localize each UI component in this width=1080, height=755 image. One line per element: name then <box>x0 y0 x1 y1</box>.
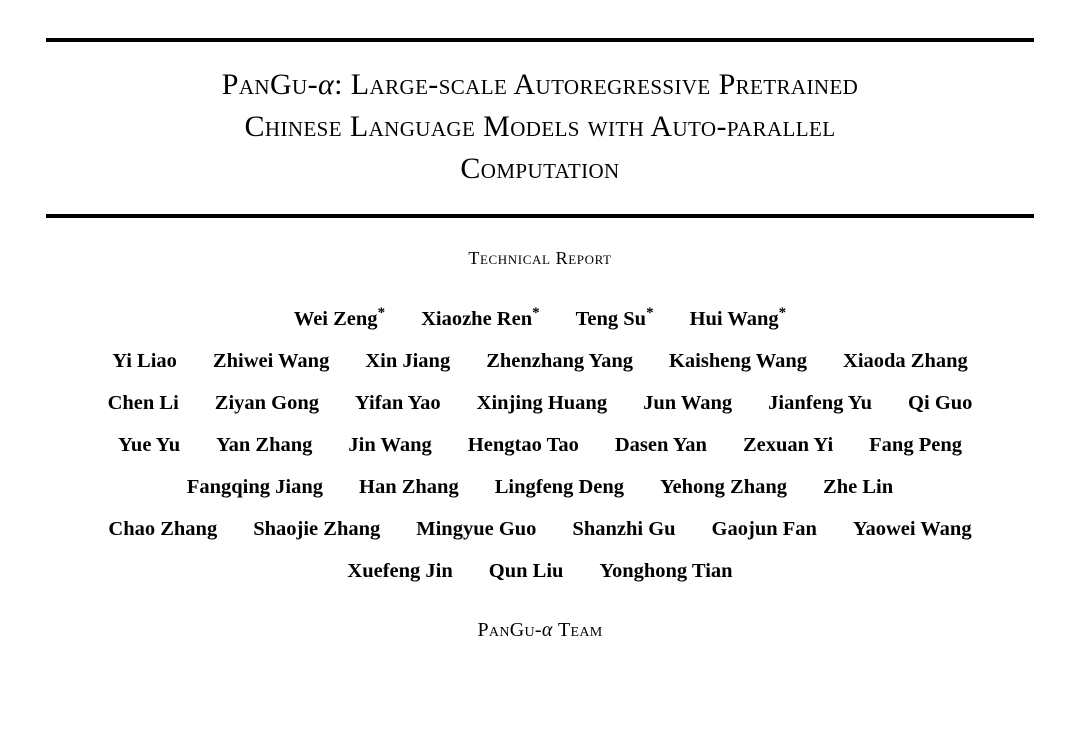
team-byline: PanGu-α Team <box>477 619 603 641</box>
author-name-text: Chao Zhang <box>108 518 218 540</box>
author-name-text: Xin Jiang <box>365 350 451 372</box>
author-name-text: Zhe Lin <box>823 476 894 498</box>
author-name <box>651 347 825 375</box>
title-line-1-text: PanGu-α: Large-scale Autoregressive Pretrained <box>221 68 859 101</box>
author-name <box>890 389 990 417</box>
author-name <box>341 473 477 501</box>
alpha-glyph: α <box>318 68 335 101</box>
title-line-3-text: Computation <box>460 152 620 185</box>
author-name <box>347 347 468 375</box>
author-name-text: Shanzhi Gu <box>572 518 676 540</box>
title-line-2 <box>76 106 1004 148</box>
author-list <box>46 305 1034 585</box>
author-name <box>835 515 990 543</box>
author-name <box>90 389 197 417</box>
author-name <box>94 347 195 375</box>
title-line-3 <box>76 148 1004 190</box>
author-name-text: Yue Yu <box>118 434 181 456</box>
author-affiliation-marker: * <box>377 305 386 322</box>
author-affiliation-marker: * <box>532 305 540 322</box>
author-name-text: Yehong Zhang <box>660 476 788 498</box>
author-name-text: Yaowei Wang <box>852 518 972 540</box>
author-name <box>100 431 198 459</box>
author-name <box>725 431 851 459</box>
author-name <box>805 473 911 501</box>
author-name-text: Mingyue Guo <box>416 518 537 540</box>
author-name-text: Jin Wang <box>348 434 432 456</box>
author-name <box>235 515 398 543</box>
author-name <box>625 389 750 417</box>
author-row <box>46 305 1034 333</box>
author-name-text: Zhenzhang Yang <box>486 350 633 372</box>
author-name <box>477 473 642 501</box>
author-name <box>581 557 750 585</box>
author-name-text: Wei Zeng <box>293 308 378 330</box>
author-name <box>198 431 330 459</box>
author-name <box>558 305 672 333</box>
author-name-text: Zhiwei Wang <box>212 350 330 372</box>
author-name <box>90 515 235 543</box>
author-name <box>329 557 470 585</box>
author-name <box>403 305 558 333</box>
author-name <box>459 389 625 417</box>
author-name-text: Hengtao Tao <box>467 434 579 456</box>
paper-subtitle: Technical Report <box>468 248 612 268</box>
author-name-text: Ziyan Gong <box>214 392 320 414</box>
author-name-text: Kaisheng Wang <box>668 350 808 372</box>
author-name-text: Xiaoda Zhang <box>843 350 968 372</box>
author-name-text: Shaojie Zhang <box>253 518 381 540</box>
author-name <box>750 389 890 417</box>
title-line-2-text: Chinese Language Models with Auto-parallel <box>244 110 836 143</box>
author-row <box>46 389 1034 417</box>
author-name-text: Lingfeng Deng <box>494 476 624 498</box>
author-name <box>195 347 347 375</box>
author-name <box>398 515 554 543</box>
author-name-text: Qun Liu <box>488 560 564 582</box>
author-name-text: Xinjing Huang <box>476 392 608 414</box>
author-affiliation-marker: * <box>778 305 787 322</box>
author-name <box>672 305 805 333</box>
author-name-text: Han Zhang <box>359 476 459 498</box>
title-line-1 <box>76 64 1004 106</box>
author-name-text: Xuefeng Jin <box>347 560 453 582</box>
author-affiliation-marker: * <box>646 305 654 322</box>
author-name <box>337 389 459 417</box>
author-name-text: Yi Liao <box>112 350 177 372</box>
author-name-text: Yifan Yao <box>355 392 441 414</box>
author-name-text: Yonghong Tian <box>599 560 733 582</box>
author-name <box>694 515 835 543</box>
author-name <box>468 347 651 375</box>
author-name <box>597 431 725 459</box>
author-name <box>450 431 597 459</box>
author-row <box>46 431 1034 459</box>
author-name-text: Xiaozhe Ren <box>421 308 533 330</box>
author-row <box>46 515 1034 543</box>
author-name <box>197 389 337 417</box>
author-row <box>46 473 1034 501</box>
author-name-text: Hui Wang <box>689 308 779 330</box>
author-name-text: Teng Su <box>575 308 647 330</box>
author-row <box>46 347 1034 375</box>
author-name <box>169 473 341 501</box>
author-name <box>554 515 693 543</box>
author-row <box>46 557 1034 585</box>
author-name-text: Qi Guo <box>908 392 973 414</box>
author-name-text: Fang Peng <box>869 434 962 456</box>
author-name-text: Gaojun Fan <box>711 518 817 540</box>
alpha-glyph: α <box>541 619 553 641</box>
author-name <box>851 431 980 459</box>
author-name <box>825 347 986 375</box>
author-name <box>276 305 403 333</box>
author-name-text: Dasen Yan <box>614 434 707 456</box>
author-name-text: Jianfeng Yu <box>768 392 873 414</box>
author-name-text: Chen Li <box>107 392 179 414</box>
paper-title-page <box>0 38 1080 755</box>
author-name <box>330 431 449 459</box>
author-name <box>642 473 805 501</box>
author-name-text: Jun Wang <box>643 392 733 414</box>
paper-title <box>46 42 1034 204</box>
title-rule-bottom <box>46 214 1034 218</box>
author-name-text: Fangqing Jiang <box>186 476 324 498</box>
author-name-text: Yan Zhang <box>216 434 313 456</box>
author-name-text: Zexuan Yi <box>742 434 834 456</box>
author-name <box>471 557 582 585</box>
